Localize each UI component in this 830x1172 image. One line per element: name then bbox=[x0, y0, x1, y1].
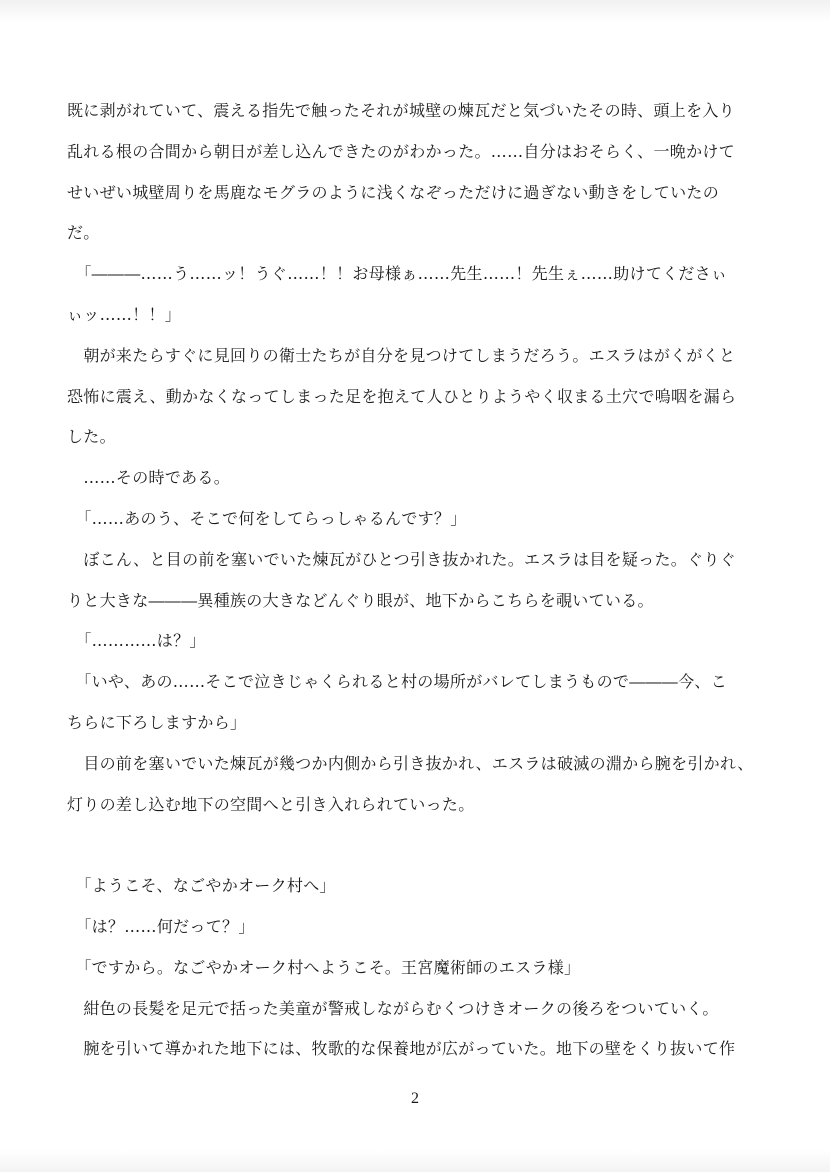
text-line bbox=[67, 1029, 770, 1070]
text-line: りと大きな―――異種族の大きなどんぐり眼が、地下からこちらを覗いている。 bbox=[67, 590, 654, 610]
dialogue-text: 「―――……う……ッ！うぐ……！！お母様ぁ……先生……！先生ぇ……助けてくださぃ bbox=[83, 264, 728, 284]
text-line bbox=[67, 866, 770, 907]
text-line: 乱れる根の合間から朝日が差し込んできたのがわかった。……自分はおそらく、一晩かけて bbox=[67, 141, 735, 161]
page-number: 2 bbox=[411, 1090, 419, 1107]
text-line: 灯りの差し込む地下の空間へと引き入れられていった。 bbox=[67, 794, 475, 814]
dialogue-text: 「…………は？」 bbox=[83, 631, 206, 651]
text-line bbox=[67, 499, 770, 540]
text-line: せいぜい城壁周りを馬鹿なモグラのように浅くなぞっただけに過ぎない動きをしていたの bbox=[67, 182, 720, 202]
text-line bbox=[67, 254, 770, 295]
text-line bbox=[67, 948, 770, 989]
text-line bbox=[67, 907, 770, 948]
paragraph-start: ぼこん、と目の前を塞いでいた煉瓦がひとつ引き抜かれた。エスラは目を疑った。ぐりぐ bbox=[83, 549, 736, 569]
dialogue-text: 「ですから。なごやかオーク村へようこそ。王宮魔術師のエスラ様」 bbox=[83, 957, 581, 977]
text-line: 既に剥がれていて、震える指先で触ったそれが城壁の煉瓦だと気づいたその時、頭上を入り bbox=[67, 101, 735, 120]
paragraph-start: ……その時である。 bbox=[83, 468, 231, 488]
paragraph-start: 目の前を塞いでいた煉瓦が幾つか内側から引き抜かれ、エスラは破滅の淵から腕を引かれ、 bbox=[83, 753, 754, 773]
paragraph-start: 紺色の長髪を足元で括った美童が警戒しながらむくつけきオークの後ろをついていく。 bbox=[83, 998, 719, 1018]
text-line: 恐怖に震え、動かなくなってしまった足を抱えて人ひとりようやく収まる土穴で嗚咽を漏ら bbox=[67, 386, 737, 406]
text-line bbox=[67, 540, 770, 581]
dialogue-text: 「は？……何だって？」 bbox=[83, 916, 255, 936]
text-line bbox=[67, 336, 770, 377]
paragraph-start: 朝が来たらすぐに見回りの衛士たちが自分を見つけてしまうだろう。エスラはがくがくと bbox=[83, 345, 736, 365]
text-line bbox=[67, 621, 770, 662]
text-line: だ。 bbox=[67, 223, 100, 243]
blank-line bbox=[67, 825, 770, 866]
body-text bbox=[67, 91, 770, 1070]
text-line: した。 bbox=[67, 427, 116, 447]
paragraph-start: 腕を引いて導かれた地下には、牧歌的な保養地が広がっていた。地下の壁をくり抜いて作 bbox=[83, 1039, 736, 1059]
dialogue-text: 「ようこそ、なごやかオーク村へ」 bbox=[83, 876, 336, 896]
text-line bbox=[67, 989, 770, 1030]
text-line: ちらに下ろしますから」 bbox=[67, 712, 247, 732]
text-line bbox=[67, 662, 770, 703]
text-line: ぃッ……！！」 bbox=[67, 304, 182, 324]
text-line bbox=[67, 458, 770, 499]
dialogue-text: 「いや、あの……そこで泣きじゃくられると村の場所がバレてしまうもので―――今、こ bbox=[83, 672, 727, 692]
dialogue-text: 「……あのう、そこで何をしてらっしゃるんです？」 bbox=[83, 508, 467, 528]
text-line bbox=[67, 744, 770, 785]
